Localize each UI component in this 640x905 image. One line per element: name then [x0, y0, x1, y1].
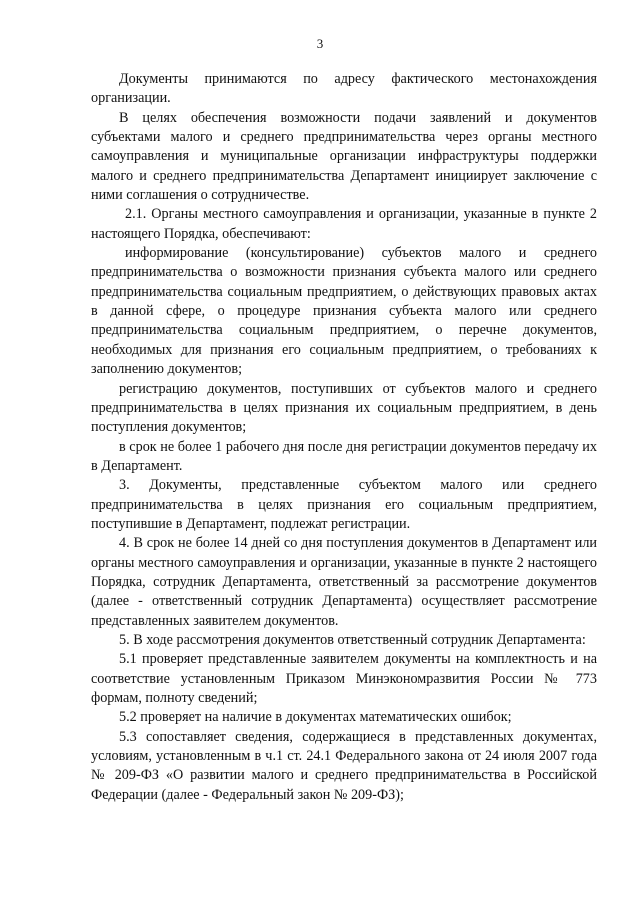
paragraph-4: 4. В срок не более 14 дней со дня поступления документов в Департамент или органы местного самоуправления и организации, указанные в пункте 2 настоящего Порядка, сотрудник Департамента, ответственный за рассмотрение документов (далее - ответственный сотрудник Департамента) осуществляет рассмотрение представленных заявителем документов.: [91, 535, 597, 629]
paragraph-informing: информирование (консультирование) субъектов малого и среднего предпринимательства о возможности признания субъекта малого или среднего предпринимательства социальным предприятием, о действующих правовых актах в данной сфере, о процедуре признания субъекта малого или среднего предпринимательства социальным предприятием, о перечне документов, необходимых для признания его социальным предприятием, о требованиях к заполнению документов;: [91, 245, 597, 378]
page-number: 3: [316, 36, 324, 51]
paragraph-3: 3. Документы, представленные субъектом малого или среднего предпринимательства в целях признания его социальным предприятием, поступившие в Департамент, подлежат регистрации.: [91, 477, 597, 532]
paragraph-transfer: в срок не более 1 рабочего дня после дня регистрации документов передачу их в Департамент.: [91, 438, 597, 474]
document-body: [91, 70, 597, 805]
paragraph-agreements: В целях обеспечения возможности подачи заявлений и документов субъектами малого и среднего предпринимательства через органы местного самоуправления и муниципальные организации инфраструктуры поддержки малого и среднего предпринимательства Департамент инициирует заключение с ними соглашения о сотрудничестве.: [91, 109, 597, 204]
paragraph-5-3: 5.3 сопоставляет сведения, содержащиеся в представленных документах, условиям, установленным в ч.1 ст. 24.1 Федерального закона от 24 июля 2007 года № 209-ФЗ «О развитии малого и среднего предпринимательства в Российской Федерации (далее - Федеральный закон № 209-ФЗ);: [91, 728, 597, 803]
paragraph-registration: регистрацию документов, поступивших от субъектов малого и среднего предпринимательства в целях признания их социальным предприятием, в день поступления документов;: [91, 380, 597, 436]
paragraph-2-1: 2.1. Органы местного самоуправления и организации, указанные в пункте 2 настоящего Порядка, обеспечивают:: [91, 206, 597, 242]
paragraph-address: Документы принимаются по адресу фактического местонахождения организации.: [91, 71, 597, 107]
paragraph-5-2: 5.2 проверяет на наличие в документах математических ошибок;: [119, 709, 512, 726]
paragraph-5: 5. В ходе рассмотрения документов ответственный сотрудник Департамента:: [119, 631, 586, 648]
paragraph-5-1: 5.1 проверяет представленные заявителем документы на комплектность и на соответствие установленным Приказом Минэкономразвития России № 773 формам, полноту сведений;: [91, 651, 597, 706]
